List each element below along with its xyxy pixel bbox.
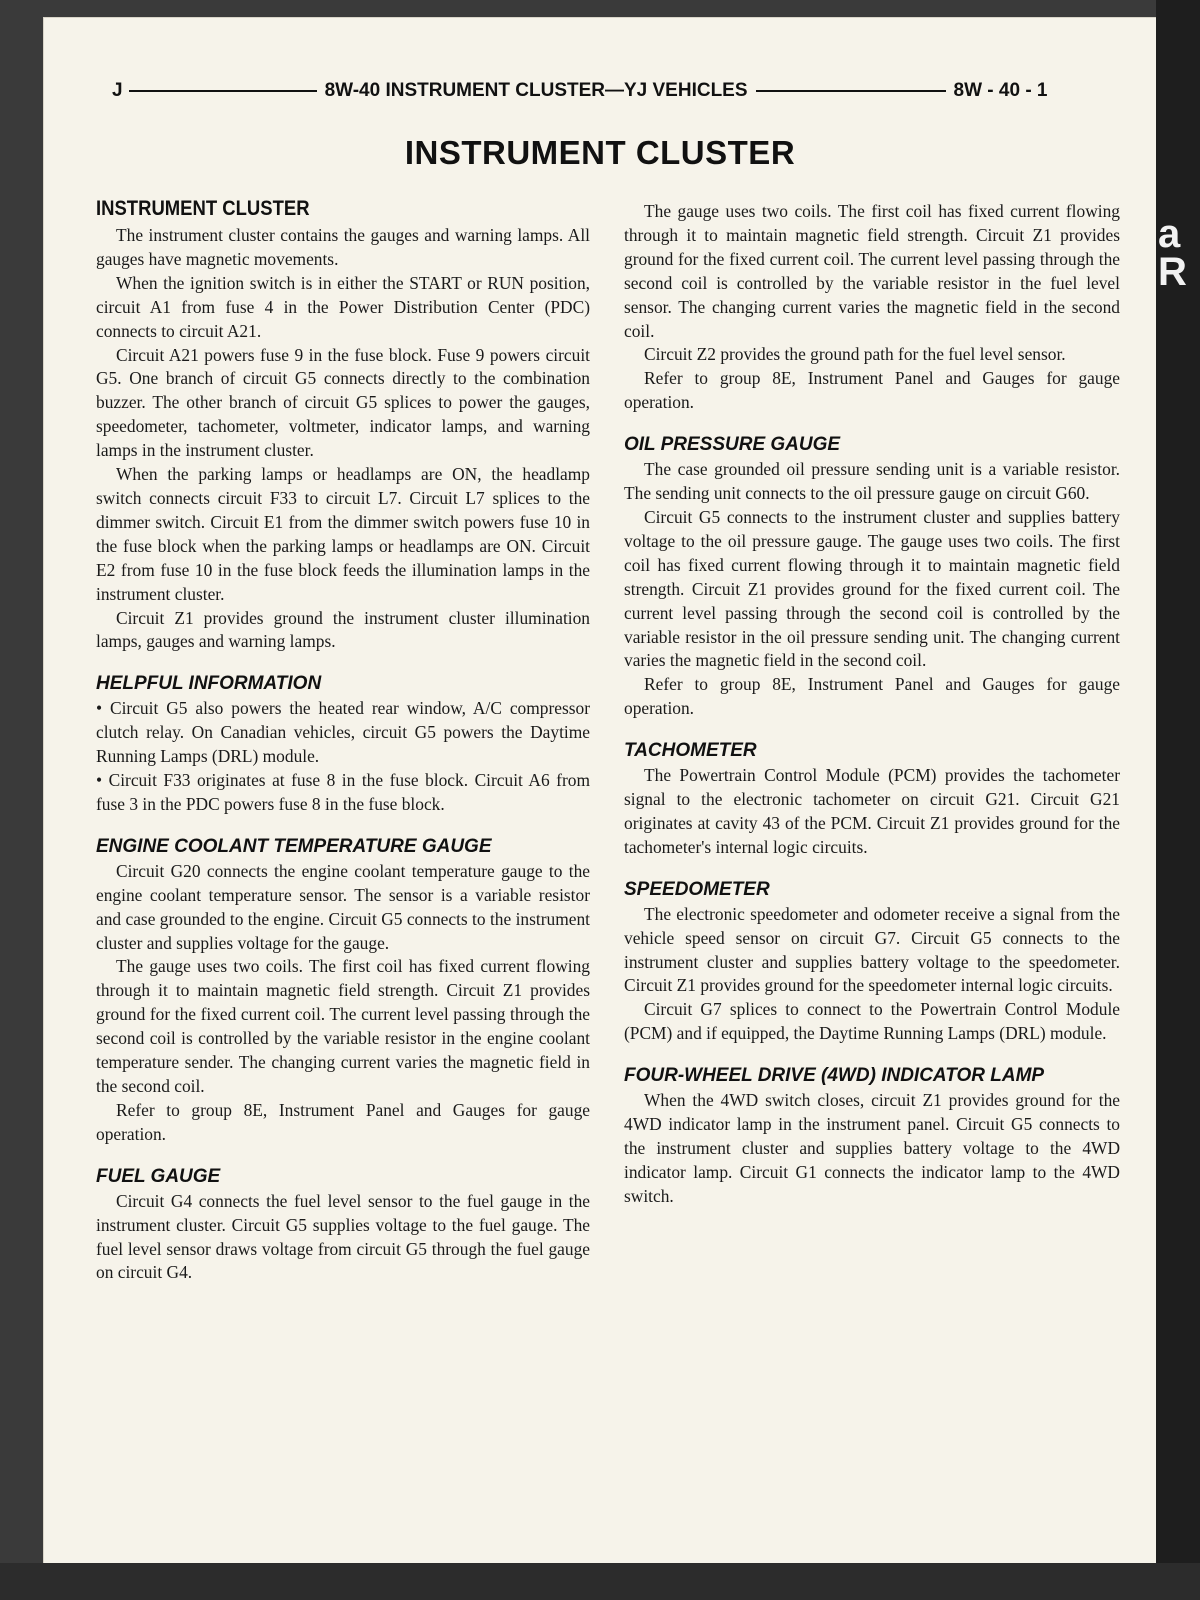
section-heading: FOUR-WHEEL DRIVE (4WD) INDICATOR LAMP bbox=[624, 1065, 1045, 1087]
paragraph: Circuit G7 splices to connect to the Powertrain Control Module (PCM) and if equipped, the Daytime Running Lamps (DRL) module. bbox=[624, 999, 1120, 1044]
section-fuel-gauge-continued bbox=[624, 200, 1120, 415]
header-rule-right bbox=[756, 90, 946, 92]
paragraph: Circuit Z2 provides the ground path for the fuel level sensor. bbox=[644, 344, 1066, 365]
running-header bbox=[112, 76, 1102, 106]
paragraph: Refer to group 8E, Instrument Panel and Gauges for gauge operation. bbox=[96, 1099, 590, 1144]
section-heading: OIL PRESSURE GAUGE bbox=[624, 434, 841, 456]
paragraph: The case grounded oil pressure sending unit is a variable resistor. The sending unit connects to the oil pressure gauge on circuit G60. bbox=[624, 459, 1120, 504]
paragraph: When the ignition switch is in either the START or RUN position, circuit A1 from fuse 4 in the Power Distribution Center (PDC) connects to circuit A21. bbox=[96, 272, 590, 341]
paragraph: When the parking lamps or headlamps are ON, the headlamp switch connects circuit F33 to circuit L7. Circuit L7 splices to the dimmer switch. Circuit E1 from the dimmer switch powers fuse 10 in the fuse block when the parking lamps or headlamps are ON. Circuit E2 from fuse 10 in the fuse block feeds the illumination lamps in the instrument cluster. bbox=[96, 464, 590, 604]
section-heading: TACHOMETER bbox=[624, 740, 757, 762]
section-oil-pressure-gauge bbox=[624, 432, 1120, 721]
header-left-mark: J bbox=[112, 80, 123, 101]
paragraph: The Powertrain Control Module (PCM) provides the tachometer signal to the electronic tachometer on circuit G21. Circuit G21 originates at cavity 43 of the PCM. Circuit Z1 provides ground for the tachometer's internal logic circuits. bbox=[624, 765, 1120, 857]
paragraph: When the 4WD switch closes, circuit Z1 provides ground for the 4WD indicator lamp in the instrument panel. Circuit G5 connects to the instrument cluster and supplies battery voltage to the 4WD indicator lamp. Circuit G1 connects the indicator lamp to the 4WD switch. bbox=[624, 1090, 1120, 1206]
section-heading: FUEL GAUGE bbox=[96, 1165, 221, 1187]
section-engine-coolant-temperature-gauge bbox=[96, 834, 590, 1147]
bullet-paragraph: • Circuit F33 originates at fuse 8 in the fuse block. Circuit A6 from fuse 3 in the PDC powers fuse 8 in the fuse block. bbox=[96, 770, 590, 814]
edge-fragment-r: R bbox=[1158, 250, 1187, 294]
adjacent-page-edge bbox=[1156, 0, 1200, 1600]
paragraph: The electronic speedometer and odometer receive a signal from the vehicle speed sensor on circuit G7. Circuit G5 connects to the instrument cluster and supplies battery voltage to the speedometer. Circuit Z1 provides ground for the speedometer internal logic circuits. bbox=[624, 903, 1120, 996]
section-heading: SPEEDOMETER bbox=[624, 878, 770, 900]
paragraph: Circuit A21 powers fuse 9 in the fuse block. Fuse 9 powers circuit G5. One branch of circuit G5 connects directly to the combination buzzer. The other branch of circuit G5 splices to power the gauges, speedometer, tachometer, voltmeter, indicator lamps, and warning lamps in the instrument cluster. bbox=[96, 344, 590, 461]
paragraph: The instrument cluster contains the gauges and warning lamps. All gauges have magnetic movements. bbox=[96, 225, 590, 269]
paragraph: Circuit Z1 provides ground the instrument cluster illumination lamps, gauges and warning lamps. bbox=[96, 607, 590, 652]
section-fuel-gauge bbox=[96, 1164, 590, 1286]
paragraph: Circuit G5 connects to the instrument cluster and supplies battery voltage to the oil pressure gauge. The gauge uses two coils. The first coil has fixed current flowing through it to maintain magnetic field strength. Circuit Z1 provides ground for the fixed current coil. The current level passing through the second coil is controlled by the variable resistor in the oil pressure sending unit. The changing current varies the magnetic field in the second coil. bbox=[624, 506, 1120, 671]
edge-fragment-a: a bbox=[1158, 212, 1181, 256]
section-4wd-indicator-lamp bbox=[624, 1063, 1120, 1209]
paragraph: The gauge uses two coils. The first coil has fixed current flowing through it to maintain magnetic field strength. Circuit Z1 provides ground for the fixed current coil. The current level passing through the second coil is controlled by the variable resistor in the engine coolant temperature sender. The changing current varies the magnetic field in the second coil. bbox=[96, 956, 590, 1096]
bullet-paragraph: • Circuit G5 also powers the heated rear window, A/C compressor clutch relay. On Canadian vehicles, circuit G5 powers the Daytime Running Lamps (DRL) module. bbox=[96, 698, 590, 767]
section-tachometer bbox=[624, 738, 1120, 860]
paragraph: Circuit G4 connects the fuel level sensor to the fuel gauge in the instrument cluster. Circuit G5 supplies voltage to the fuel gauge. The fuel level sensor draws voltage from circuit G5 through the fuel gauge on circuit G4. bbox=[96, 1190, 590, 1283]
paragraph: Refer to group 8E, Instrument Panel and Gauges for gauge operation. bbox=[624, 674, 1120, 719]
section-speedometer bbox=[624, 877, 1120, 1046]
right-column bbox=[624, 200, 1120, 1226]
page-title: INSTRUMENT CLUSTER bbox=[404, 134, 796, 171]
header-center-text: 8W-40 INSTRUMENT CLUSTER—YJ VEHICLES bbox=[324, 80, 748, 101]
section-heading: INSTRUMENT CLUSTER bbox=[96, 197, 310, 220]
scan-bottom-edge bbox=[0, 1563, 1200, 1600]
header-page-number: 8W - 40 - 1 bbox=[953, 80, 1048, 101]
section-helpful-information bbox=[96, 671, 590, 817]
section-instrument-cluster bbox=[96, 196, 590, 654]
left-column bbox=[96, 196, 590, 1302]
paragraph: The gauge uses two coils. The first coil has fixed current flowing through it to maintain magnetic field strength. Circuit Z1 provides ground for the fixed current coil. The current level passing through the second coil is controlled by the variable resistor in the fuel level sensor. The changing current varies the magnetic field in the second coil. bbox=[624, 201, 1120, 341]
section-heading: HELPFUL INFORMATION bbox=[96, 673, 322, 695]
section-heading: ENGINE COOLANT TEMPERATURE GAUGE bbox=[96, 835, 492, 857]
paragraph: Circuit G20 connects the engine coolant temperature gauge to the engine coolant temperature sensor. The sensor is a variable resistor and case grounded to the engine. Circuit G5 connects to the instrument cluster and supplies voltage for the gauge. bbox=[96, 860, 590, 953]
header-rule-left bbox=[129, 90, 317, 92]
paragraph: Refer to group 8E, Instrument Panel and Gauges for gauge operation. bbox=[624, 368, 1120, 413]
